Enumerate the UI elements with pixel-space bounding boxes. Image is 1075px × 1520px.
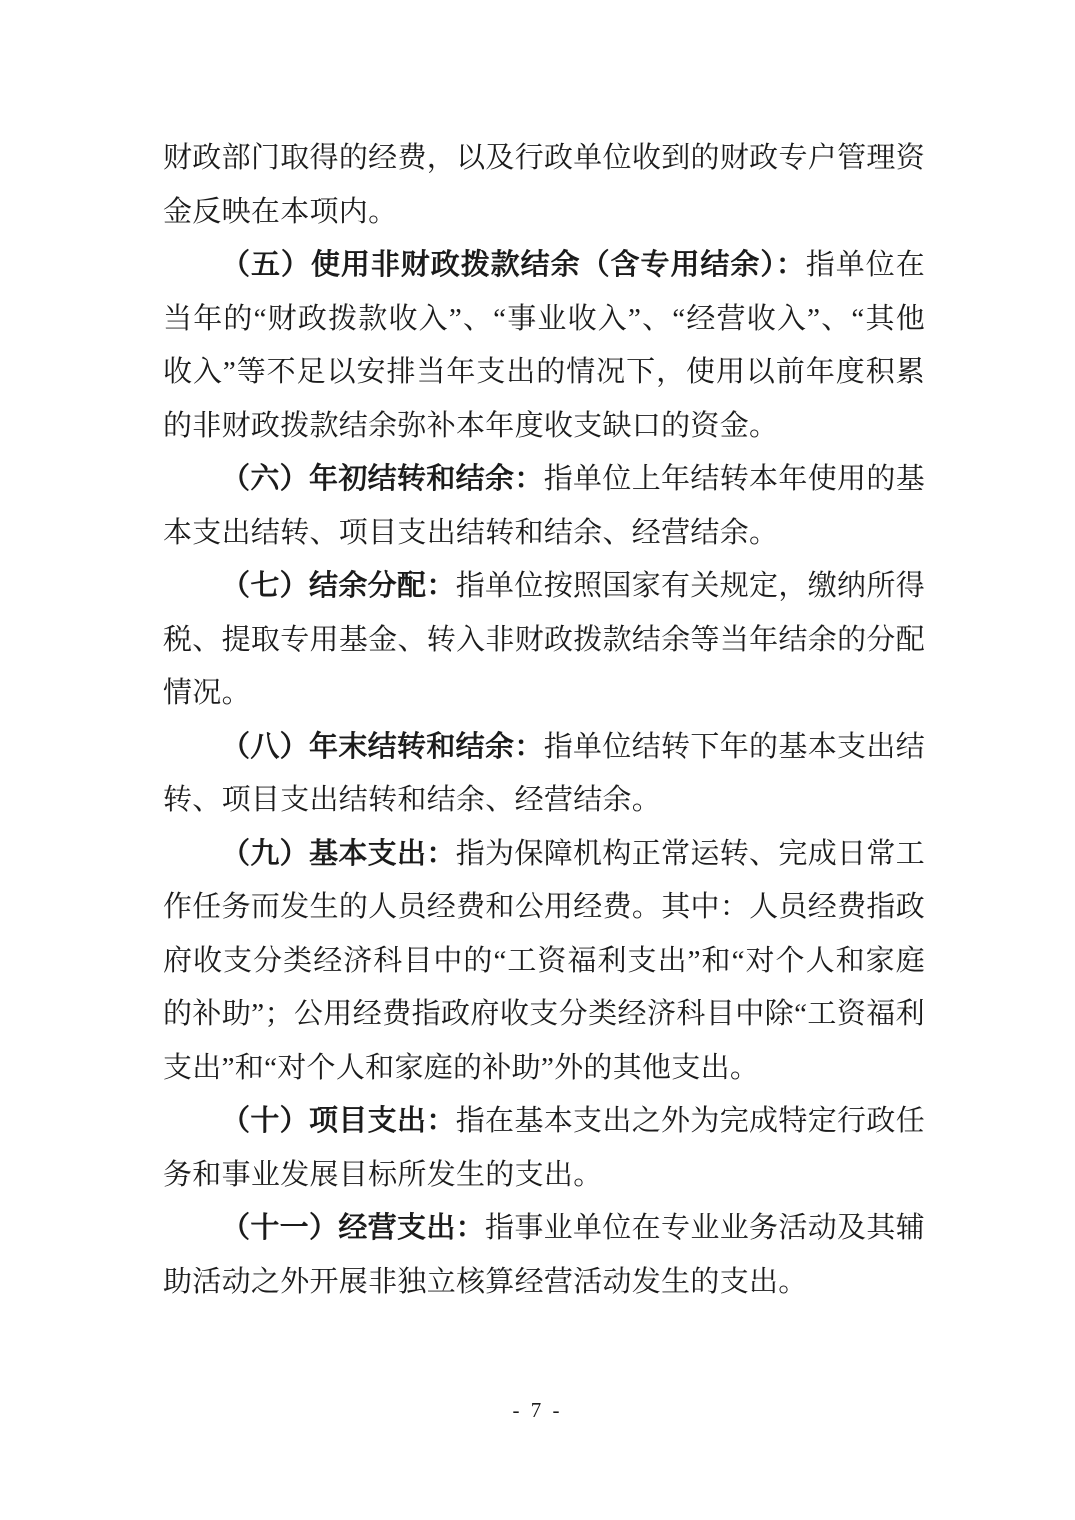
paragraph-term: （十）项目支出：	[221, 1105, 456, 1137]
paragraph-text: 指单位结转下年的基本支出结转、项目支出结转和结余、经营结余。	[163, 730, 925, 816]
paragraph-text: 指在基本支出之外为完成特定行政任务和事业发展目标所发生的支出。	[163, 1105, 925, 1191]
paragraph-item-9	[163, 828, 925, 1096]
paragraph-text: 指单位在当年的“财政拨款收入”、“事业收入”、“经营收入”、“其他收入”等不足以安排当年支出的情况下，使用以前年度积累的非财政拨款结余弥补本年度收支缺口的资金。	[163, 249, 925, 442]
paragraph-term: （八）年末结转和结余：	[221, 730, 544, 763]
paragraph-term: （十一）经营支出：	[221, 1212, 486, 1244]
paragraph-item-11	[163, 1202, 925, 1309]
paragraph-term: （五）使用非财政拨款结余（含专用结余）：	[221, 249, 806, 281]
paragraph-item-8	[163, 721, 925, 828]
paragraph-text: 指单位按照国家有关规定，缴纳所得税、提取专用基金、转入非财政拨款结余等当年结余的分配情况。	[163, 570, 925, 709]
paragraph-term: （七）结余分配：	[221, 570, 456, 602]
paragraph-item-10	[163, 1095, 925, 1202]
paragraph-text: 指单位上年结转本年使用的基本支出结转、项目支出结转和结余、经营结余。	[163, 463, 925, 549]
document-body-text	[163, 132, 925, 1309]
paragraph-text: 指为保障机构正常运转、完成日常工作任务而发生的人员经费和公用经费。其中：人员经费指政府收支分类经济科目中的“工资福利支出”和“对个人和家庭的补助”；公用经费指政府收支分类经济科目中除“工资福利支出”和“对个人和家庭的补助”外的其他支出。	[163, 837, 925, 1084]
paragraph-item-6	[163, 453, 925, 560]
paragraph-item-5	[163, 239, 925, 453]
paragraph-item-7	[163, 560, 925, 721]
paragraph-term: （六）年初结转和结余：	[221, 463, 544, 495]
page-number: - 7 -	[512, 1398, 563, 1422]
paragraph-text: 指事业单位在专业业务活动及其辅助活动之外开展非独立核算经营活动发生的支出。	[163, 1212, 925, 1298]
paragraph-continuation	[163, 132, 925, 239]
paragraph-text: 财政部门取得的经费，以及行政单位收到的财政专户管理资金反映在本项内。	[163, 142, 925, 228]
paragraph-term: （九）基本支出：	[221, 837, 456, 870]
